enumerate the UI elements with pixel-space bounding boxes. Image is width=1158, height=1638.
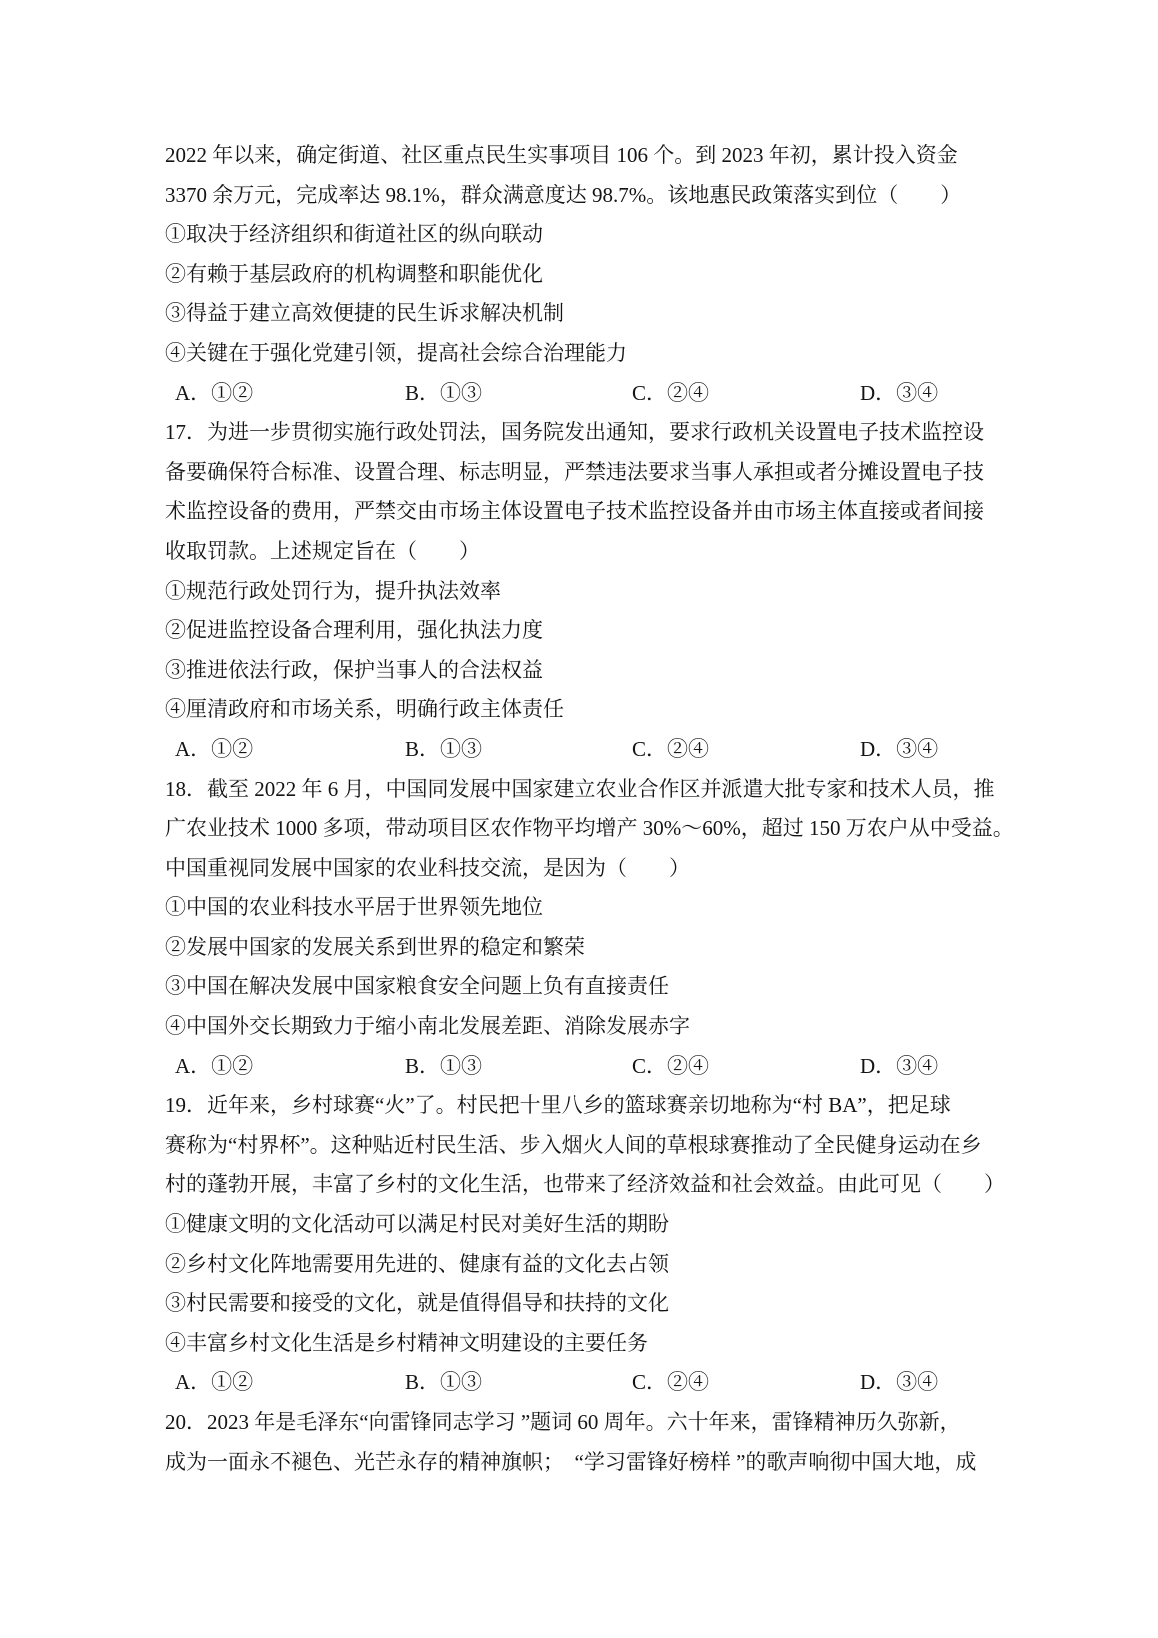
choice-d: D．③④ [860, 736, 939, 761]
stem-line: 2022 年以来，确定街道、社区重点民生实事项目 106 个。到 2023 年初，累计投入资金 [165, 143, 958, 167]
option-line: ①取决于经济组织和街道社区的纵向联动 [165, 222, 543, 247]
exam-page-content [165, 136, 1014, 1482]
option-line: ②发展中国家的发展关系到世界的稳定和繁荣 [165, 934, 585, 959]
stem-line: 赛称为“村界杯”。这种贴近村民生活、步入烟火人间的草根球赛推动了全民健身运动在乡 [165, 1132, 982, 1157]
choice-c: C．②④ [632, 380, 710, 405]
stem-line: 20．2023 年是毛泽东“向雷锋同志学习 ”题词 60 周年。六十年来，雷锋精神历久弥新， [165, 1410, 961, 1434]
choices-row [165, 1047, 945, 1087]
option-line: ④丰富乡村文化生活是乡村精神文明建设的主要任务 [165, 1330, 648, 1355]
stem-line: 收取罚款。上述规定旨在（ ） [165, 538, 480, 563]
choice-a: A．①② [175, 736, 254, 761]
question-block-18 [165, 770, 1014, 1087]
choice-b: B．①③ [405, 736, 483, 761]
option-line: ④关键在于强化党建引领，提高社会综合治理能力 [165, 340, 627, 365]
option-line: ④中国外交长期致力于缩小南北发展差距、消除发展赤字 [165, 1014, 690, 1039]
stem-line: 19．近年来，乡村球赛“火”了。村民把十里八乡的篮球赛亲切地称为“村 BA”，把足球 [165, 1093, 951, 1118]
question-block-19 [165, 1086, 1005, 1403]
stem-line: 17．为进一步贯彻实施行政处罚法，国务院发出通知，要求行政机关设置电子技术监控设 [165, 420, 984, 445]
choice-b: B．①③ [405, 1053, 483, 1078]
choice-a: A．①② [175, 1370, 254, 1395]
question-block-17 [165, 413, 984, 769]
choices-row [165, 730, 945, 770]
choice-b: B．①③ [405, 1370, 483, 1395]
stem-line: 广农业技术 1000 多项，带动项目区农作物平均增产 30%～60%，超过 150 万农户从中受益。 [165, 816, 1014, 841]
choice-c: C．②④ [632, 736, 710, 761]
option-line: ②乡村文化阵地需要用先进的、健康有益的文化去占领 [165, 1251, 669, 1276]
option-line: ④厘清政府和市场关系，明确行政主体责任 [165, 697, 564, 722]
option-line: ①规范行政处罚行为，提升执法效率 [165, 578, 501, 603]
choice-a: A．①② [175, 1053, 254, 1078]
choice-d: D．③④ [860, 1370, 939, 1395]
choice-c: C．②④ [632, 1370, 710, 1395]
stem-line: 18．截至 2022 年 6 月，中国同发展中国家建立农业合作区并派遣大批专家和技术人员，推 [165, 776, 995, 801]
stem-line: 村的蓬勃开展，丰富了乡村的文化生活，也带来了经济效益和社会效益。由此可见（ ） [165, 1172, 1005, 1197]
option-line: ③推进依法行政，保护当事人的合法权益 [165, 657, 543, 682]
choice-b: B．①③ [405, 380, 483, 405]
stem-line: 术监控设备的费用，严禁交由市场主体设置电子技术监控设备并由市场主体直接或者间接 [165, 499, 984, 524]
question-block-16 [165, 136, 962, 413]
option-line: ②有赖于基层政府的机构调整和职能优化 [165, 261, 543, 286]
choice-d: D．③④ [860, 1053, 939, 1078]
choice-a: A．①② [175, 380, 254, 405]
stem-line: 中国重视同发展中国家的农业科技交流，是因为（ ） [165, 855, 690, 880]
choices-row [165, 374, 945, 414]
question-block-20 [165, 1403, 977, 1482]
choice-c: C．②④ [632, 1053, 710, 1078]
option-line: ③村民需要和接受的文化，就是值得倡导和扶持的文化 [165, 1291, 669, 1316]
option-line: ③得益于建立高效便捷的民生诉求解决机制 [165, 301, 564, 326]
option-line: ①健康文明的文化活动可以满足村民对美好生活的期盼 [165, 1212, 669, 1237]
option-line: ①中国的农业科技水平居于世界领先地位 [165, 895, 543, 920]
choice-d: D．③④ [860, 380, 939, 405]
stem-line: 成为一面永不褪色、光芒永存的精神旗帜； “学习雷锋好榜样 ”的歌声响彻中国大地，成 [165, 1449, 977, 1474]
option-line: ③中国在解决发展中国家粮食安全问题上负有直接责任 [165, 974, 669, 999]
choices-row [165, 1363, 945, 1403]
stem-line: 备要确保符合标准、设置合理、标志明显，严禁违法要求当事人承担或者分摊设置电子技 [165, 459, 984, 484]
option-line: ②促进监控设备合理利用，强化执法力度 [165, 618, 543, 643]
stem-line: 3370 余万元，完成率达 98.1%，群众满意度达 98.7%。该地惠民政策落实到位（ ） [165, 182, 962, 207]
